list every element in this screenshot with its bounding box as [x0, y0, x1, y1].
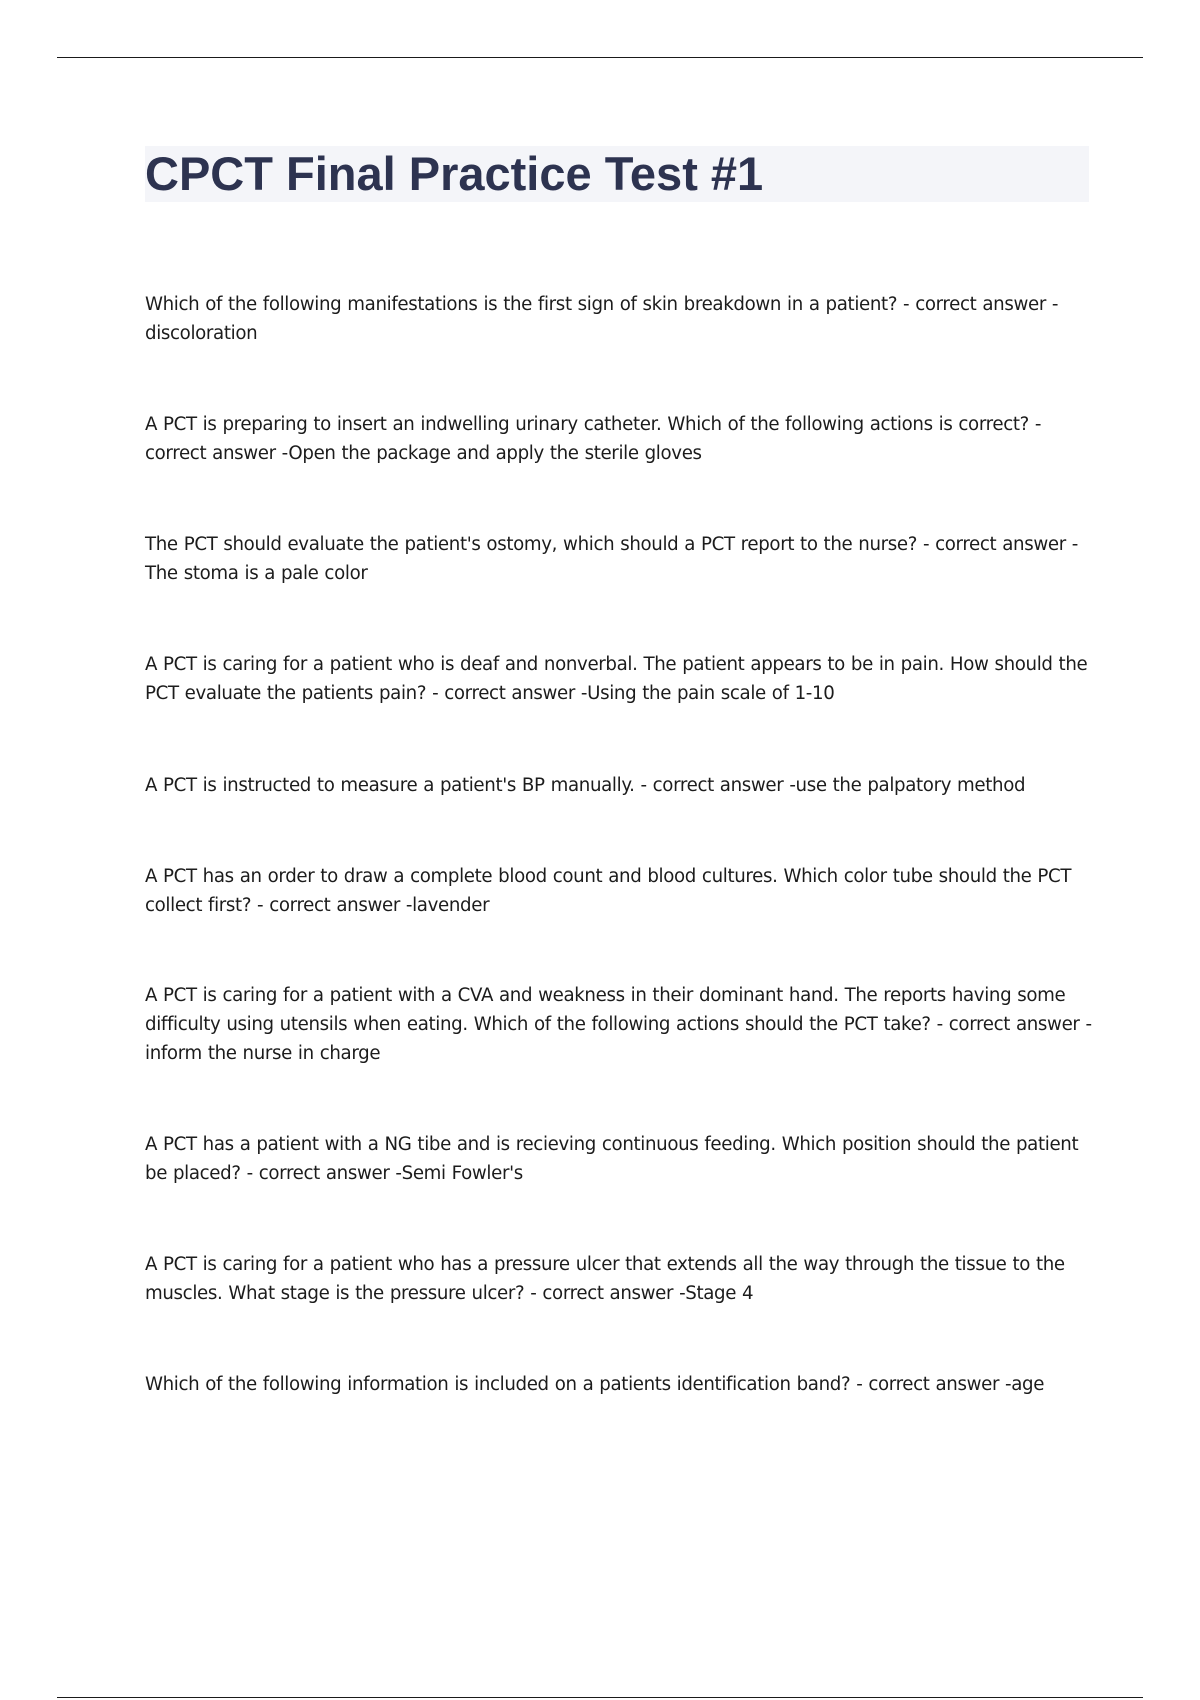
question-answer-item: A PCT is preparing to insert an indwelling urinary catheter. Which of the following actions is correct? - correct answer -Open the package and apply the sterile gloves	[145, 414, 1042, 464]
question-answer-item: The PCT should evaluate the patient's ostomy, which should a PCT report to the nurse? - correct answer -The stoma is a pale color	[145, 534, 1078, 584]
question-answer-item: Which of the following manifestations is the first sign of skin breakdown in a patient? - correct answer - discoloration	[145, 294, 1059, 344]
question-answer-item: A PCT is caring for a patient with a CVA and weakness in their dominant hand. The reports having some difficulty using utensils when eating. Which of the following actions should the PCT take? - correct answer -inform the nurse in charge	[145, 985, 1092, 1064]
page-title: CPCT Final Practice Test #1	[145, 147, 764, 200]
question-answer-item: A PCT is caring for a patient who is deaf and nonverbal. The patient appears to be in pain. How should the PCT evaluate the patients pain? - correct answer -Using the pain scale of 1-10	[145, 654, 1088, 704]
question-answer-item: A PCT has a patient with a NG tibe and is recieving continuous feeding. Which position should the patient be placed? - correct answer -Semi Fowler's	[145, 1134, 1079, 1184]
question-answer-item: A PCT is instructed to measure a patient's BP manually. - correct answer -use the palpatory method	[145, 775, 1026, 796]
bottom-divider	[57, 1697, 1143, 1698]
question-answer-item: A PCT has an order to draw a complete blood count and blood cultures. Which color tube should the PCT collect first? - correct answer -lavender	[145, 866, 1072, 916]
top-divider	[57, 57, 1143, 58]
question-answer-item: A PCT is caring for a patient who has a pressure ulcer that extends all the way through the tissue to the muscles. What stage is the pressure ulcer? - correct answer -Stage 4	[145, 1254, 1065, 1304]
question-answer-item: Which of the following information is included on a patients identification band? - correct answer -age	[145, 1374, 1045, 1395]
